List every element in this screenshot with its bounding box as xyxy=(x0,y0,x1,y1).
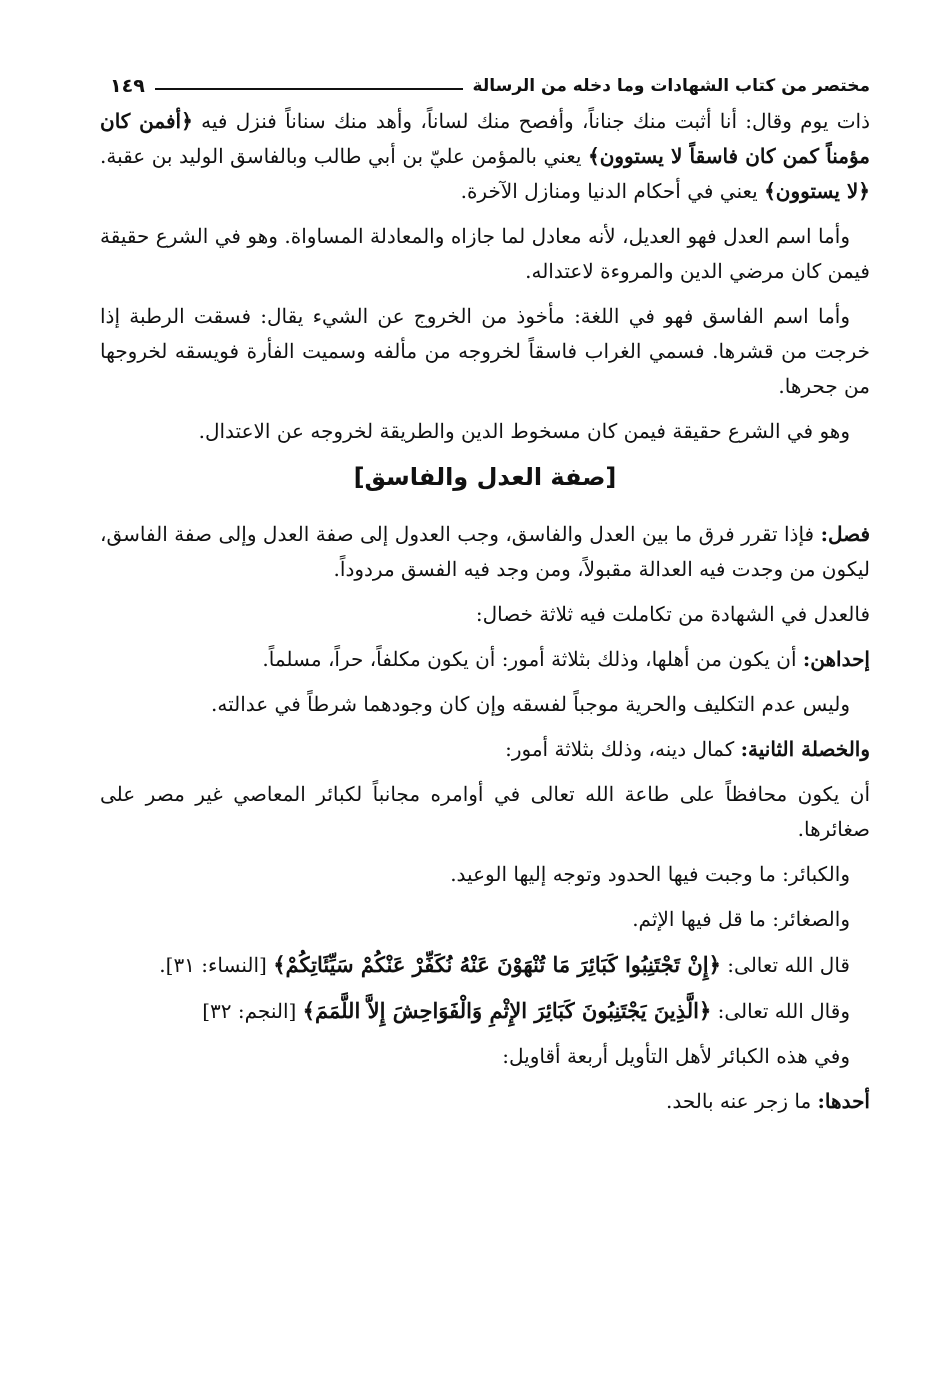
paragraph-16-lead: أحدها: xyxy=(817,1089,870,1113)
paragraph-8: وليس عدم التكليف والحرية موجباً لفسقه وإن كان وجودهما شرطاً في عدالته. xyxy=(211,692,850,716)
paragraph-6: فالعدل في الشهادة من تكاملت فيه ثلاثة خصال: xyxy=(475,602,870,626)
paragraph-12: والصغائر: ما قل فيها الإثم. xyxy=(632,907,850,931)
paragraph-4: وهو في الشرع حقيقة فيمن كان مسخوط الدين والطريقة لخروجه عن الاعتدال. xyxy=(198,419,850,443)
paragraph-1-text-a: ذات يوم وقال: أنا أثبت منك جناناً، وأفصح منك لساناً، وأهد منك سناناً فنزل فيه xyxy=(201,109,870,133)
running-title: مختصر من كتاب الشهادات وما دخله من الرسالة xyxy=(472,76,870,96)
page-number: ١٤٩ xyxy=(110,75,145,97)
paragraph-7 xyxy=(100,642,870,677)
paragraph-1 xyxy=(100,104,870,209)
paragraph-16 xyxy=(100,1084,870,1119)
paragraph-10: أن يكون محافظاً على طاعة الله تعالى في أوامره مجانباً لكبائر المعاصي غير مصر على صغائرها. xyxy=(100,782,870,841)
quran-verse-2: ﴿الَّذِينَ يَجْتَنِبُونَ كَبَائِرَ الإِثْمِ وَالْفَوَاحِشَ إِلاَّ اللَّمَمَ﴾ xyxy=(302,998,712,1023)
paragraph-13-intro: قال الله تعالى: xyxy=(727,953,850,977)
paragraph-13 xyxy=(100,947,870,983)
paragraph-2: وأما اسم العدل فهو العديل، لأنه معادل لما جازاه والمعادلة المساواة. وهو في الشرع حقيقة فيمن كان مرضي الدين والمروءة لاعتداله. xyxy=(100,224,870,283)
paragraph-7-lead: إحداهن: xyxy=(802,647,870,671)
verse-reference-2: [النجم: ٣٢] xyxy=(202,999,297,1023)
paragraph-9-text: كمال دينه، وذلك بثلاثة أمور: xyxy=(505,737,735,761)
quran-quote-1: ﴿أفمن كان مؤمناً كمن كان فاسقاً لا يستوون﴾ xyxy=(100,109,870,168)
paragraph-9 xyxy=(100,732,870,767)
paragraph-5 xyxy=(100,517,870,587)
verse-reference-1: [النساء: ٣١]. xyxy=(159,953,267,977)
header-rule xyxy=(155,88,463,90)
paragraph-14-intro: وقال الله تعالى: xyxy=(717,999,850,1023)
paragraph-16-text: ما زجر عنه بالحد. xyxy=(666,1089,812,1113)
quran-quote-2: ﴿لا يستوون﴾ xyxy=(764,179,870,203)
paragraph-7-text: أن يكون من أهلها، وذلك بثلاثة أمور: أن يكون مكلفاً، حراً، مسلماً. xyxy=(262,647,797,671)
paragraph-14 xyxy=(100,993,870,1029)
paragraph-1-text-b: يعني بالمؤمن عليّ بن أبي طالب وبالفاسق الوليد بن عقبة. xyxy=(100,144,582,168)
paragraph-1-text-c: يعني في أحكام الدنيا ومنازل الآخرة. xyxy=(460,179,758,203)
paragraph-5-text: فإذا تقرر فرق ما بين العدل والفاسق، وجب العدول إلى صفة العدل وإلى صفة الفاسق، ليكون من وجدت فيه العدالة مقبولاً، ومن وجد فيه الفسق مردوداً. xyxy=(100,522,870,581)
paragraph-5-lead: فصل: xyxy=(820,522,871,546)
section-title: [صفة العدل والفاسق] xyxy=(353,463,617,491)
paragraph-3: وأما اسم الفاسق فهو في اللغة: مأخوذ من الخروج عن الشيء يقال: فسقت الرطبة إذا خرجت من قشرها. فسمي الغراب فاسقاً لخروجه من مألفه وسميت الفأرة فويسقه لخروجها من جحرها. xyxy=(100,304,870,398)
paragraph-15: وفي هذه الكبائر لأهل التأويل أربعة أقاويل: xyxy=(502,1044,850,1068)
paragraph-9-lead: والخصلة الثانية: xyxy=(740,737,870,761)
page-body xyxy=(100,104,870,1129)
paragraph-11: والكبائر: ما وجبت فيها الحدود وتوجه إليها الوعيد. xyxy=(450,862,850,886)
quran-verse-1: ﴿إِنْ تَجْتَنِبُوا كَبَائِرَ مَا تُنْهَوْنَ عَنْهُ نُكَفِّرْ عَنْكُمْ سَيِّئَاتِكُمْ﴾ xyxy=(273,952,721,977)
page-header xyxy=(110,66,870,100)
